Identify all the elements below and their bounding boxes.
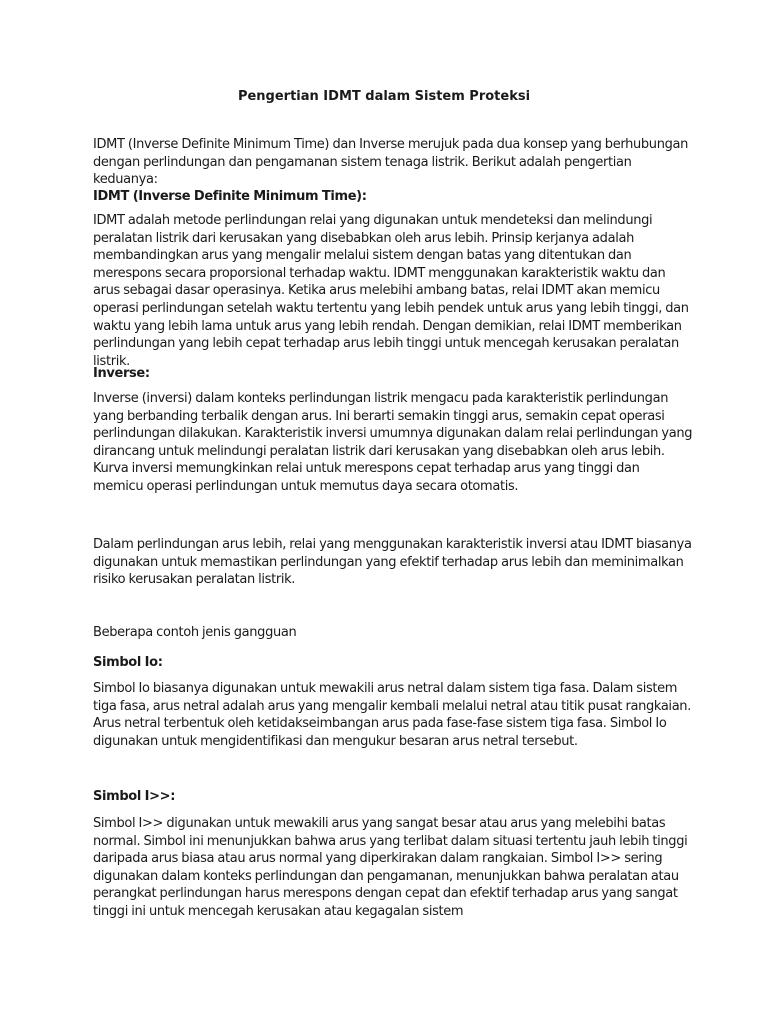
inverse-paragraph: Inverse (inversi) dalam konteks perlindungan listrik mengacu pada karakteristik perlindungan yang berbanding terbalik dengan arus. Ini berarti semakin tinggi arus, semakin cepat operasi perlindungan dilakukan. Karakteristik inversi umumnya digunakan dalam relai perlindungan yang dirancang untuk melindungi peralatan listrik dari kerusakan yang disebabkan oleh arus lebih. Kurva inversi memungkinkan relai untuk merespons cepat terhadap arus yang tinggi dan memicu operasi perlindungan untuk memutus daya secara otomatis. — [93, 391, 693, 494]
examples-intro: Beberapa contoh jenis gangguan — [93, 625, 297, 640]
document-page — [93, 0, 693, 1024]
io-paragraph: Simbol Io biasanya digunakan untuk mewakili arus netral dalam sistem tiga fasa. Dalam sistem tiga fasa, arus netral adalah arus yang mengalir kembali melalui netral atau titik pusat rangkaian. Arus netral terbentuk oleh ketidakseimbangan arus pada fase-fase sistem tiga fasa. Simbol Io digunakan untuk mengidentifikasi dan mengukur besaran arus netral tersebut. — [93, 681, 691, 749]
intro-paragraph: IDMT (Inverse Definite Minimum Time) dan Inverse merujuk pada dua konsep yang berhubungan dengan perlindungan dan pengamanan sistem tenaga listrik. Berikut adalah pengertian keduanya: — [93, 137, 688, 188]
conclusion-paragraph: Dalam perlindungan arus lebih, relai yang menggunakan karakteristik inversi atau IDMT biasanya digunakan untuk memastikan perlindungan yang efektif terhadap arus lebih dan meminimalkan risiko kerusakan peralatan listrik. — [93, 537, 692, 588]
inverse-heading: Inverse: — [93, 366, 150, 381]
i-high-heading: Simbol I>>: — [93, 789, 176, 804]
idmt-heading: IDMT (Inverse Definite Minimum Time): — [93, 189, 367, 204]
idmt-paragraph: IDMT adalah metode perlindungan relai yang digunakan untuk mendeteksi dan melindungi peralatan listrik dari kerusakan yang disebabkan oleh arus lebih. Prinsip kerjanya adalah membandingkan arus yang mengalir melalui sistem dengan batas yang ditentukan dan merespons secara proporsional terhadap waktu. IDMT menggunakan karakteristik waktu dan arus sebagai dasar operasinya. Ketika arus melebihi ambang batas, relai IDMT akan memicu operasi perlindungan setelah waktu tertentu yang lebih pendek untuk arus yang lebih tinggi, dan waktu yang lebih lama untuk arus yang lebih rendah. Dengan demikian, relai IDMT memberikan perlindungan yang lebih cepat terhadap arus lebih tinggi untuk mencegah kerusakan peralatan listrik. — [93, 213, 689, 369]
i-high-paragraph: Simbol I>> digunakan untuk mewakili arus yang sangat besar atau arus yang melebihi batas normal. Simbol ini menunjukkan bahwa arus yang terlibat dalam situasi tertentu jauh lebih tinggi daripada arus biasa atau arus normal yang diperkirakan dalam rangkaian. Simbol I>> sering digunakan dalam konteks perlindungan dan pengamanan, menunjukkan bahwa peralatan atau perangkat perlindungan harus merespons dengan cepat dan efektif terhadap arus yang sangat tinggi ini untuk mencegah kerusakan atau kegagalan sistem — [93, 816, 688, 919]
document-title: Pengertian IDMT dalam Sistem Proteksi — [237, 89, 531, 104]
io-heading: Simbol Io: — [93, 655, 163, 670]
